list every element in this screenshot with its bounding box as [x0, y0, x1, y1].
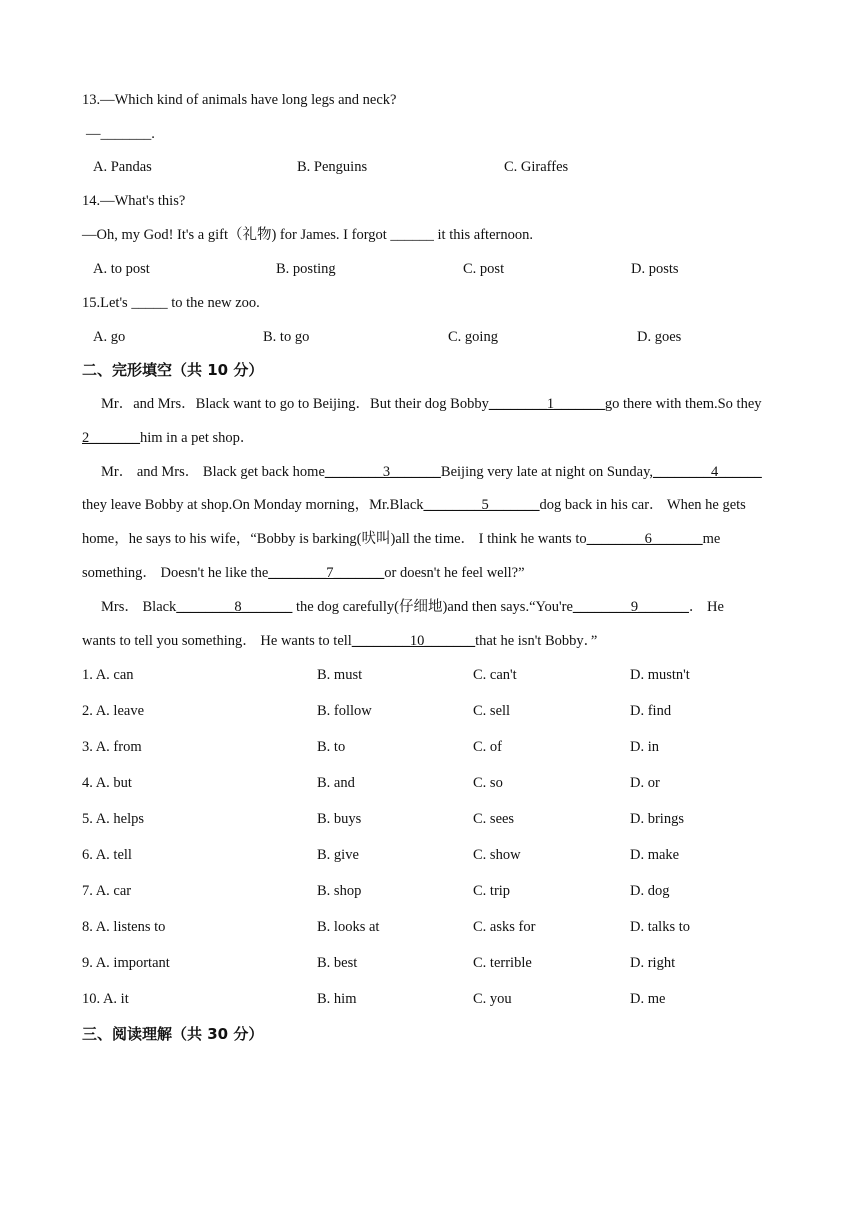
choice-q1-c: C. can't	[473, 667, 517, 683]
choice-q10-b: B. him	[317, 991, 357, 1007]
choice-q6-a: 6. A. tell	[82, 847, 132, 863]
passage-line	[82, 563, 525, 583]
choice-q9-d: D. right	[630, 955, 676, 971]
q15-option-c: C. going	[448, 329, 498, 345]
q14-option-b: B. posting	[276, 261, 336, 277]
passage-text: or doesn't he feel well?”	[384, 565, 525, 581]
choice-q5-c: C. sees	[473, 811, 515, 827]
blank-4: ________4______	[653, 464, 762, 480]
choice-q9-a: 9. A. important	[82, 955, 170, 971]
passage-text: the dog carefully(仔细地)and then says.“You're	[292, 599, 573, 615]
passage-text: Mrs． Black	[101, 599, 177, 615]
blank-1: ________1_______	[488, 396, 605, 412]
choice-q7-d: D. dog	[630, 883, 670, 899]
choice-q1-b: B. must	[317, 667, 363, 683]
passage-text: me	[702, 531, 721, 547]
choice-q2-b: B. follow	[317, 703, 372, 719]
passage-line	[101, 394, 762, 414]
section3-title: 三、阅读理解（共 30 分）	[82, 1025, 264, 1043]
choice-q5-a: 5. A. helps	[82, 811, 145, 827]
passage-text: Mr．and Mrs．Black want to go to Beijing．But their dog Bobby	[101, 396, 489, 412]
passage-text: home，he says to his wife，“Bobby is barking(吠叫)all the time． I think he wants to	[82, 531, 587, 547]
choice-q8-c: C. asks for	[473, 919, 536, 935]
blank-10: ________10_______	[351, 633, 476, 649]
choice-q1-d: D. mustn't	[630, 667, 690, 683]
blank-7: ________7_______	[268, 565, 385, 581]
choice-q6-b: B. give	[317, 847, 359, 863]
choice-q8-d: D. talks to	[630, 919, 691, 935]
blank-6: ________6_______	[586, 531, 703, 547]
blank-5: ________5_______	[423, 497, 540, 513]
passage-line	[82, 428, 254, 448]
choice-q1-a: 1. A. can	[82, 667, 134, 683]
blank-9: ________9_______	[572, 599, 689, 615]
choice-q6-c: C. show	[473, 847, 521, 863]
q14-option-d: D. posts	[631, 261, 679, 277]
choice-q6-d: D. make	[630, 847, 680, 863]
passage-text: Beijing very late at night on Sunday,	[440, 464, 653, 480]
passage-text: him in a pet shop．	[140, 430, 255, 446]
choice-q2-a: 2. A. leave	[82, 703, 145, 719]
passage-text: ． He	[688, 599, 724, 615]
passage-line	[82, 495, 746, 515]
q13-option-a: A. Pandas	[93, 159, 152, 175]
choice-q3-d: D. in	[630, 739, 659, 755]
blank-2: 2_______	[82, 430, 140, 446]
blank-3: ________3_______	[324, 464, 441, 480]
choice-q4-a: 4. A. but	[82, 775, 132, 791]
passage-line	[82, 529, 720, 549]
choice-q7-c: C. trip	[473, 883, 511, 899]
blank-8: ________8_______	[176, 599, 293, 615]
choice-q5-d: D. brings	[630, 811, 684, 827]
choice-q8-a: 8. A. listens to	[82, 919, 166, 935]
passage-text: wants to tell you something． He wants to tell	[82, 633, 352, 649]
choice-q4-c: C. so	[473, 775, 503, 791]
section2-title: 二、完形填空（共 10 分）	[82, 361, 264, 379]
q14-option-a: A. to post	[93, 261, 150, 277]
passage-text: something． Doesn't he like the	[82, 565, 269, 581]
choice-q4-b: B. and	[317, 775, 355, 791]
choice-q8-b: B. looks at	[317, 919, 380, 935]
q14-line2: —Oh, my God! It's a gift（礼物) for James. I forgot ______ it this afternoon.	[82, 227, 533, 243]
choice-q3-a: 3. A. from	[82, 739, 142, 755]
choice-q10-d: D. me	[630, 991, 666, 1007]
passage-text: dog back in his car． When he gets	[539, 497, 746, 513]
passage-text: they leave Bobby at shop.On Monday morning，Mr.Black	[82, 497, 424, 513]
passage-line	[101, 597, 724, 617]
passage-line	[101, 462, 762, 482]
choice-q4-d: D. or	[630, 775, 660, 791]
choice-q7-a: 7. A. car	[82, 883, 132, 899]
q15-option-b: B. to go	[263, 329, 310, 345]
q13-option-b: B. Penguins	[297, 159, 368, 175]
q13-answer-line: —_______.	[86, 126, 155, 142]
passage-text: Mr． and Mrs． Black get back home	[101, 464, 325, 480]
choice-q2-d: D. find	[630, 703, 672, 719]
passage-text: go there with them.So they	[604, 396, 762, 412]
choice-q9-c: C. terrible	[473, 955, 532, 971]
q15-stem: 15.Let's _____ to the new zoo.	[82, 295, 260, 311]
choice-q3-b: B. to	[317, 739, 346, 755]
choice-q2-c: C. sell	[473, 703, 511, 719]
q13-option-c: C. Giraffes	[504, 159, 569, 175]
q14-stem: 14.—What's this?	[82, 193, 186, 209]
q15-option-d: D. goes	[637, 329, 682, 345]
choice-q9-b: B. best	[317, 955, 358, 971]
q15-option-a: A. go	[93, 329, 126, 345]
q13-stem: 13.—Which kind of animals have long legs and neck?	[82, 92, 397, 108]
choice-q10-c: C. you	[473, 991, 512, 1007]
choice-q3-c: C. of	[473, 739, 502, 755]
q14-option-c: C. post	[463, 261, 505, 277]
choice-q7-b: B. shop	[317, 883, 362, 899]
choice-q10-a: 10. A. it	[82, 991, 129, 1007]
choice-q5-b: B. buys	[317, 811, 362, 827]
passage-line	[82, 631, 597, 651]
passage-text: that he isn't Bobby．”	[475, 633, 598, 649]
